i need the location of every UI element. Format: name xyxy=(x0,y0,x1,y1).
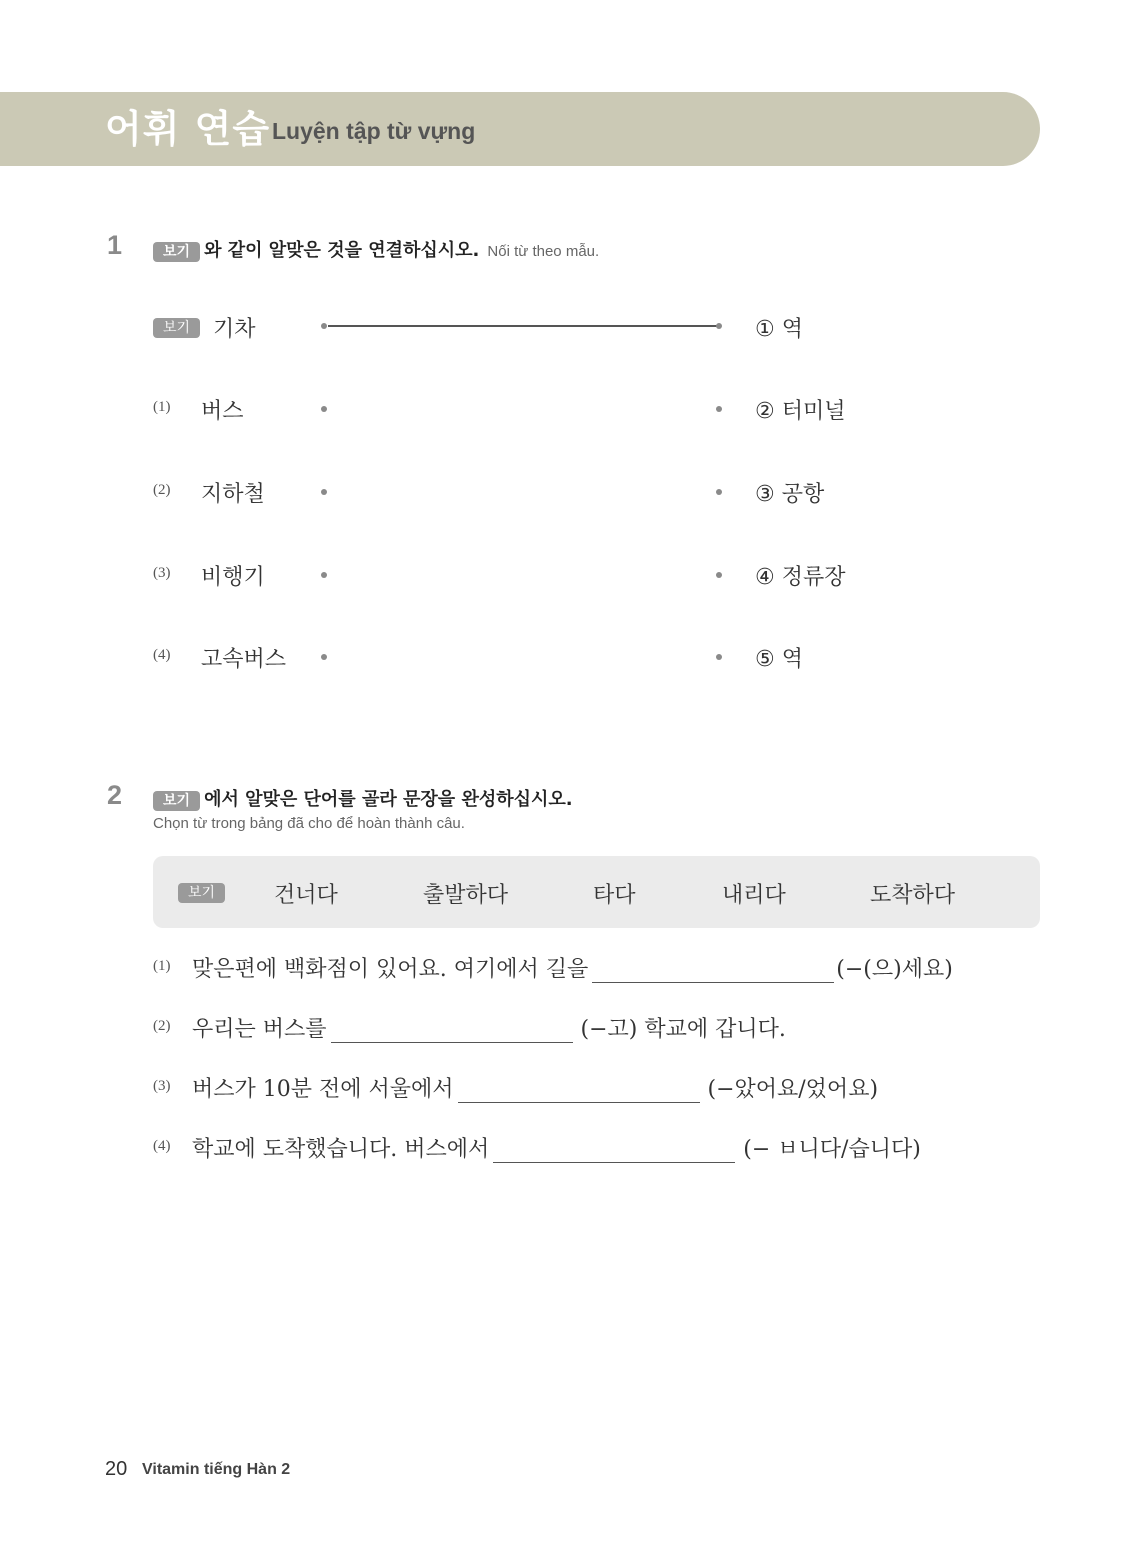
section-2-instruction-vi: Chọn từ trong bảng đã cho để hoàn thành câu. xyxy=(153,815,465,832)
sentence-row xyxy=(192,952,953,983)
answer-blank[interactable] xyxy=(331,1018,573,1043)
match-dot-right[interactable] xyxy=(716,654,722,660)
example-answer: ① 역 xyxy=(755,317,803,342)
sentence-text: 맞은편에 백화점이 있어요. 여기에서 길을 xyxy=(192,957,589,982)
match-item-word: 고속버스 xyxy=(201,647,287,672)
match-dot-left[interactable] xyxy=(321,654,327,660)
sentence-text: 우리는 버스를 xyxy=(192,1017,327,1042)
word-bank-item: 건너다 xyxy=(274,883,338,908)
match-item-number: (1) xyxy=(153,399,171,415)
match-item-word: 버스 xyxy=(201,399,244,424)
match-item-number: (4) xyxy=(153,647,171,663)
match-answer: ② 터미널 xyxy=(755,399,846,424)
sentence-ending: (−고) 학교에 갑니다. xyxy=(580,1017,786,1042)
section-1-instruction: 와 같이 알맞은 것을 연결하십시오. xyxy=(204,240,480,261)
match-dot-right[interactable] xyxy=(716,572,722,578)
match-dot-right[interactable] xyxy=(716,489,722,495)
match-dot-right[interactable] xyxy=(716,323,722,329)
answer-blank[interactable] xyxy=(592,958,834,983)
match-dot-left[interactable] xyxy=(321,323,327,329)
sentence-number: (4) xyxy=(153,1138,171,1154)
section-2-heading xyxy=(153,785,573,811)
page-number: 20 xyxy=(105,1458,128,1480)
match-answer: ⑤ 역 xyxy=(755,647,803,672)
sentence-ending: (−았어요/었어요) xyxy=(707,1077,879,1102)
sentence-text: 버스가 10분 전에 서울에서 xyxy=(192,1077,454,1102)
example-tag: 보기 xyxy=(153,318,200,338)
match-item-number: (3) xyxy=(153,565,171,581)
section-1-heading xyxy=(153,236,599,262)
match-dot-left[interactable] xyxy=(321,489,327,495)
section-1-number: 1 xyxy=(107,230,123,260)
word-bank-item: 출발하다 xyxy=(423,883,509,908)
match-answer: ③ 공항 xyxy=(755,482,825,507)
match-dot-left[interactable] xyxy=(321,406,327,412)
example-word: 기차 xyxy=(213,317,256,342)
example-tag: 보기 xyxy=(153,242,200,262)
word-bank-item: 도착하다 xyxy=(870,883,956,908)
section-1-instruction-vi: Nối từ theo mẫu. xyxy=(487,243,600,260)
section-2-number: 2 xyxy=(107,780,123,810)
match-answer: ④ 정류장 xyxy=(755,565,846,590)
answer-blank[interactable] xyxy=(493,1138,735,1163)
book-title: Vitamin tiếng Hàn 2 xyxy=(142,1461,291,1478)
word-bank-item: 내리다 xyxy=(722,883,786,908)
match-item-word: 지하철 xyxy=(201,482,265,507)
sentence-number: (3) xyxy=(153,1078,171,1094)
sentence-ending: (− ㅂ니다/습니다) xyxy=(743,1137,921,1162)
word-bank-item: 타다 xyxy=(593,883,636,908)
sentence-row xyxy=(192,1072,878,1103)
page-title: 어휘 연습 xyxy=(105,107,271,151)
match-item-number: (2) xyxy=(153,482,171,498)
example-connecting-line xyxy=(328,325,718,327)
match-dot-right[interactable] xyxy=(716,406,722,412)
sentence-row xyxy=(192,1012,786,1043)
match-item-word: 비행기 xyxy=(201,565,265,590)
sentence-text: 학교에 도착했습니다. 버스에서 xyxy=(192,1137,490,1162)
match-dot-left[interactable] xyxy=(321,572,327,578)
answer-blank[interactable] xyxy=(458,1078,700,1103)
page-subtitle: Luyện tập từ vựng xyxy=(272,118,476,144)
sentence-number: (1) xyxy=(153,958,171,974)
sentence-row xyxy=(192,1132,921,1163)
example-tag: 보기 xyxy=(153,791,200,811)
sentence-number: (2) xyxy=(153,1018,171,1034)
sentence-ending: (−(으)세요) xyxy=(836,957,953,982)
word-bank-tag: 보기 xyxy=(178,883,225,903)
section-2-instruction: 에서 알맞은 단어를 골라 문장을 완성하십시오. xyxy=(204,789,573,810)
